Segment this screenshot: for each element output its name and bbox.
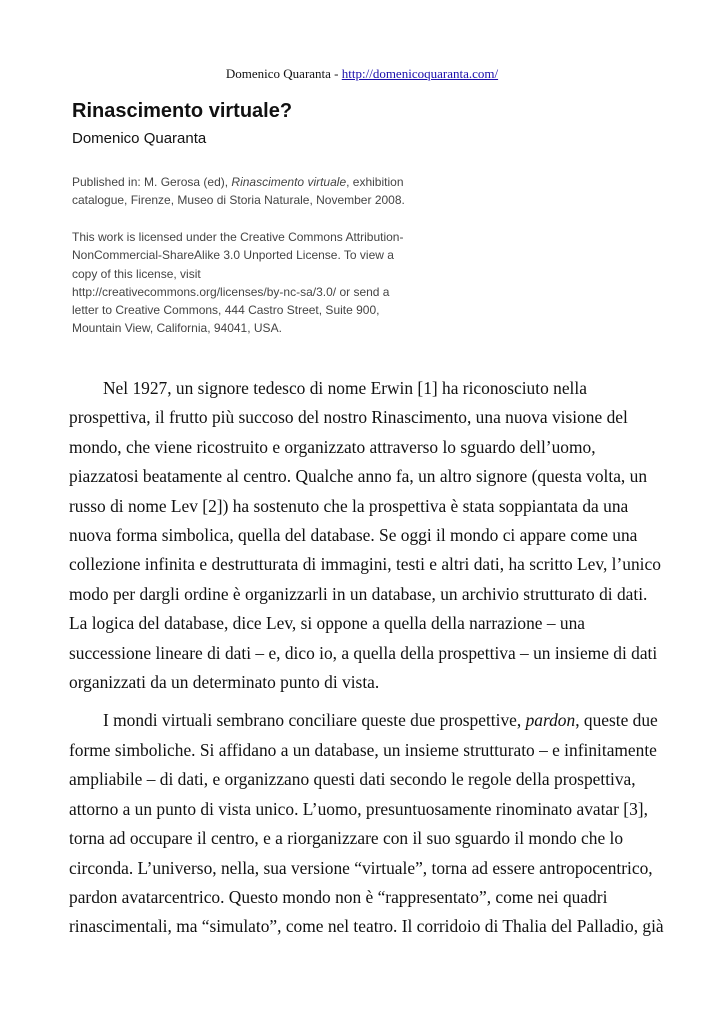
publication-note — [72, 173, 417, 210]
body-line: pardon avatarcentrico. Questo mondo non è “rappresentato”, come nei quadri — [69, 886, 608, 907]
body-line: torna ad occupare il centro, e a riorganizzare con il suo sguardo il mondo che lo — [69, 828, 624, 849]
header-link[interactable]: http://domenicoquaranta.com/ — [341, 66, 499, 81]
body-line: organizzati da un determinato punto di vista. — [69, 672, 380, 693]
body-line: circonda. L’universo, nella, sua versione “virtuale”, torna ad essere antropocentrico, — [69, 857, 653, 878]
license-line: NonCommercial-ShareAlike 3.0 Unported License. To view a — [72, 248, 394, 263]
body-italic-run: pardon — [525, 710, 576, 731]
paragraph-1 — [69, 374, 661, 697]
publication-title-italic: Rinascimento virtuale — [231, 175, 347, 189]
body-line: nuova forma simbolica, quella del database. Se oggi il mondo ci appare come una — [69, 525, 638, 546]
license-note — [72, 228, 417, 338]
publication-text: Published in: M. Gerosa (ed), — [72, 175, 232, 189]
body-text-run: I mondi virtuali sembrano conciliare queste due prospettive, — [103, 710, 526, 731]
body-line: modo per dargli ordine è organizzarli in un database, un archivio strutturato di dati. — [69, 583, 648, 604]
body-line: russo di nome Lev [2]) ha sostenuto che la prospettiva è stata soppiantata da una — [69, 495, 629, 516]
license-line: http://creativecommons.org/licenses/by-nc-sa/3.0/ or send a — [72, 284, 390, 299]
license-line: Mountain View, California, 94041, USA. — [72, 321, 282, 336]
license-line: letter to Creative Commons, 444 Castro Street, Suite 900, — [72, 303, 380, 318]
body-line: Nel 1927, un signore tedesco di nome Erwin [1] ha riconosciuto nella — [103, 378, 587, 398]
body-text-run: , queste due — [575, 710, 658, 731]
author-name: Domenico Quaranta — [72, 130, 207, 147]
header-author: Domenico Quaranta - — [225, 66, 342, 81]
paragraph-2 — [69, 706, 664, 941]
body-line: successione lineare di dati – e, dico io, a quella della prospettiva – un insieme di dati — [69, 642, 658, 663]
running-header — [0, 66, 724, 82]
body-line: collezione infinita e destrutturata di immagini, testi e altri dati, ha scritto Lev, l’unico — [69, 554, 661, 575]
publication-text: catalogue, Firenze, Museo di Storia Naturale, November 2008. — [72, 193, 405, 208]
body-line: La logica del database, dice Lev, si oppone a quella della narrazione – una — [69, 613, 586, 634]
body-line: attorno a un punto di vista unico. L’uomo, presuntuosamente rinominato avatar [3], — [69, 798, 648, 819]
body-line: ampliabile – di dati, e organizzano questi dati secondo le regole della prospettiva, — [69, 769, 636, 790]
body-line: rinascimentali, ma “simulato”, come nel teatro. Il corridoio di Thalia del Palladio, già — [69, 916, 664, 937]
body-line: prospettiva, il frutto più succoso del nostro Rinascimento, una nuova visione del — [69, 407, 628, 428]
body-line: mondo, che viene ricostruito e organizzato attraverso lo sguardo dell’uomo, — [69, 436, 596, 457]
body-line — [69, 706, 657, 735]
body-line: piazzatosi beatamente al centro. Qualche anno fa, un altro signore (questa volta, un — [69, 466, 648, 487]
article-body — [69, 374, 664, 942]
body-line: forme simboliche. Si affidano a un database, un insieme strutturato – e infinitamente — [69, 739, 657, 760]
license-line: This work is licensed under the Creative Commons Attribution- — [72, 230, 404, 244]
page-title: Rinascimento virtuale? — [72, 100, 293, 122]
publication-text: , exhibition — [346, 175, 404, 189]
license-line: copy of this license, visit — [72, 266, 201, 281]
